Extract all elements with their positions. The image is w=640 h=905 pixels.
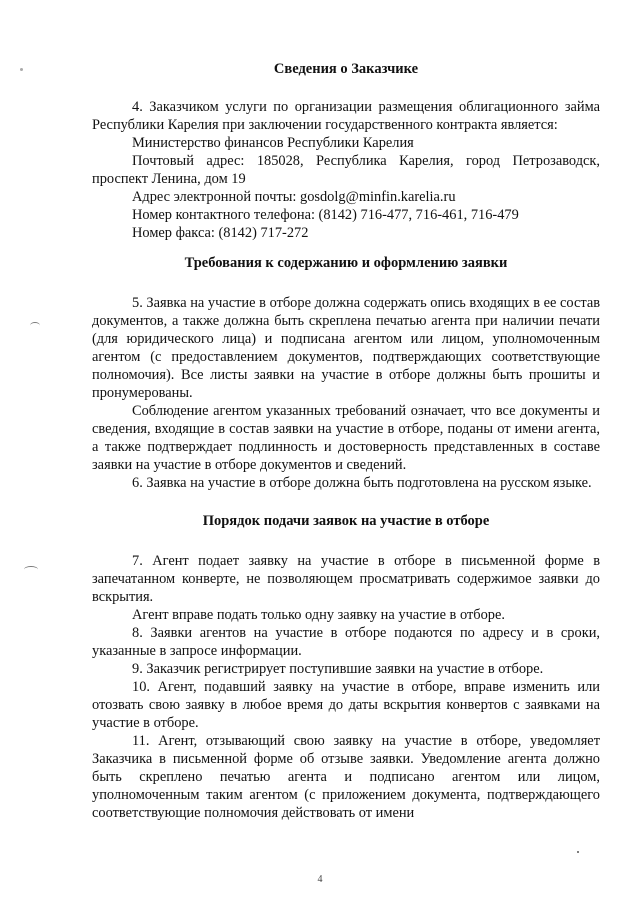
paragraph-11: 11. Агент, отзывающий свою заявку на участие в отборе, уведомляет Заказчика в письменной форме об отзыве заявки. Уведомление агента должно быть скреплено печатью агента и подписано агентом или лицом, уполномоченным таким агентом (с приложением документа, подтверждающего соответствующие полномочия действовать от имени: [92, 733, 600, 821]
section-title-customer-info: Сведения о Заказчике: [273, 61, 419, 77]
scan-mark: [24, 566, 38, 573]
paragraph-9: 9. Заказчик регистрирует поступившие заявки на участие в отборе.: [132, 661, 544, 677]
email-address: Адрес электронной почты: gosdolg@minfin.karelia.ru: [132, 189, 456, 205]
paragraph-6: 6. Заявка на участие в отборе должна быть подготовлена на русском языке.: [132, 475, 592, 491]
paragraph-5: 5. Заявка на участие в отборе должна содержать опись входящих в ее состав документов, а также должна быть скреплена печатью агента при наличии печати (для юридического лица) и подписана агентом или лицом, уполномоченным агентом (с предоставлением документов, подтверждающих соответствующие полномочия). Все листы заявки на участие в отборе должны быть прошиты и пронумерованы.: [92, 295, 600, 401]
paragraph-4: 4. Заказчиком услуги по организации размещения облигационного займа Республики Карелия при заключении государственного контракта является:: [92, 99, 600, 133]
fax-number: Номер факса: (8142) 717-272: [132, 225, 309, 241]
paragraph-5-compliance: Соблюдение агентом указанных требований означает, что все документы и сведения, входящие в состав заявки на участие в отборе, поданы от имени агента, а также подтверждает подлинность и достоверность представленных в составе заявки на участие в отборе документов и сведений.: [92, 403, 600, 473]
paragraph-8: 8. Заявки агентов на участие в отборе подаются по адресу и в сроки, указанные в запросе информации.: [92, 625, 600, 659]
postal-address: Почтовый адрес: 185028, Республика Карелия, город Петрозаводск, проспект Ленина, дом 19: [92, 153, 600, 187]
customer-name: Министерство финансов Республики Карелия: [132, 135, 414, 151]
paragraph-10: 10. Агент, подавший заявку на участие в отборе, вправе изменить или отозвать свою заявку в любое время до даты вскрытия конвертов с заявками на участие в отборе.: [92, 679, 600, 731]
phone-numbers: Номер контактного телефона: (8142) 716-477, 716-461, 716-479: [132, 207, 519, 223]
scan-mark: [30, 322, 40, 329]
section-title-submission-procedure: Порядок подачи заявок на участие в отборе: [202, 513, 490, 529]
paragraph-7: 7. Агент подает заявку на участие в отборе в письменной форме в запечатанном конверте, не позволяющем просматривать содержимое заявки до вскрытия.: [92, 553, 600, 605]
scan-mark: [577, 851, 579, 853]
scan-mark: [20, 68, 23, 71]
paragraph-7-single-application: Агент вправе подать только одну заявку на участие в отборе.: [132, 607, 505, 623]
section-title-application-requirements: Требования к содержанию и оформлению заявки: [184, 255, 508, 271]
document-body: [92, 54, 600, 822]
page-number: 4: [317, 874, 323, 885]
